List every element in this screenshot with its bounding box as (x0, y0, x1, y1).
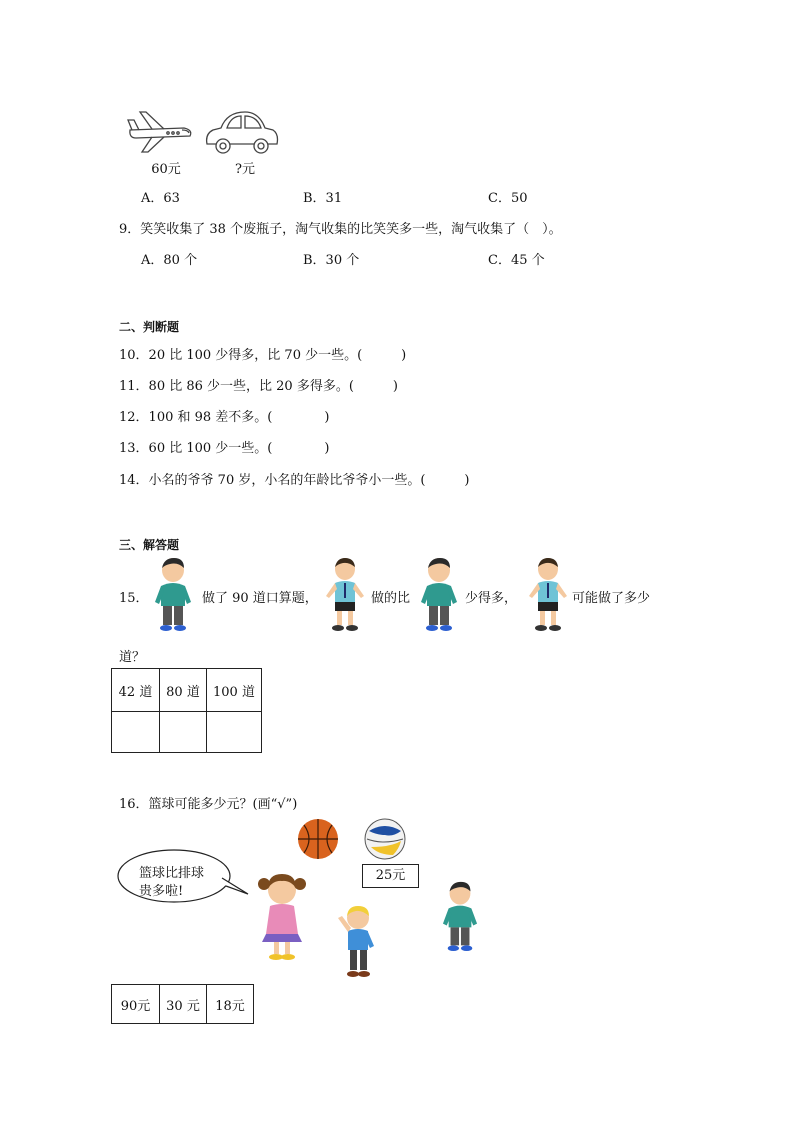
q16-choice-18[interactable]: 18元 (207, 985, 254, 1024)
section3-heading: 三、解答题 (119, 538, 180, 552)
q11-text: 11．80 比 86 少一些，比 20 多得多。( ) (119, 379, 398, 394)
q9-option-c[interactable]: C．45 个 (488, 253, 545, 268)
q10-text: 10．20 比 100 少得多，比 70 少一些。( ) (119, 348, 407, 363)
q14-text: 14．小名的爷爷 70 岁，小名的年龄比爷爷小一些。( ) (119, 473, 470, 488)
q9-text: 9．笑笑收集了 38 个废瓶子，淘气收集的比笑笑多一些，淘气收集了（ ）。 (119, 222, 562, 237)
airplane-image (126, 108, 196, 158)
bubble-line-1: 篮球比排球 (139, 866, 205, 881)
volleyball-price-box: 25元 (362, 864, 419, 888)
boy-b-image-2 (526, 556, 570, 632)
section2-heading: 二、判断题 (119, 320, 180, 334)
blond-boy-image (334, 904, 380, 980)
q15-part4: 可能做了多少 (572, 591, 651, 606)
q15-continuation: 道？ (119, 650, 146, 665)
q16-text: 16．篮球可能多少元？(画“√”) (119, 797, 298, 812)
boy-b-image (323, 556, 367, 632)
q8-option-a[interactable]: A．63 (141, 191, 180, 206)
q16-answer-table (111, 984, 254, 1024)
q15-choice-100: 100 道 (207, 669, 262, 712)
volleyball-image (363, 817, 407, 861)
q9-option-a[interactable]: A．80 个 (141, 253, 198, 268)
q16-choice-90[interactable]: 90元 (112, 985, 160, 1024)
q15-choice-42: 42 道 (112, 669, 160, 712)
bubble-line-2: 贵多啦! (139, 884, 184, 899)
basketball-image (296, 817, 340, 861)
q8-option-b[interactable]: B．31 (303, 191, 343, 206)
q15-answer-cell-80[interactable] (160, 712, 207, 753)
girl-image (254, 870, 310, 962)
q15-answer-cell-42[interactable] (112, 712, 160, 753)
q15-answer-cell-100[interactable] (207, 712, 262, 753)
car-price-caption: ?元 (235, 162, 255, 177)
q15-answer-table (111, 668, 262, 753)
boy-a-image-3 (440, 880, 480, 952)
airplane-price-caption: 60元 (151, 162, 181, 177)
q15-part3: 少得多， (465, 591, 518, 606)
car-image (203, 106, 281, 158)
q13-text: 13．60 比 100 少一些。( ) (119, 441, 330, 456)
q15-part2: 做的比 (371, 591, 411, 606)
q12-text: 12．100 和 98 差不多。( ) (119, 410, 330, 425)
q15-part1: 做了 90 道口算题， (202, 591, 318, 606)
q15-number: 15． (119, 591, 149, 606)
boy-a-image-2 (418, 556, 460, 632)
q9-option-b[interactable]: B．30 个 (303, 253, 360, 268)
q15-choice-80: 80 道 (160, 669, 207, 712)
q8-option-c[interactable]: C．50 (488, 191, 528, 206)
q16-choice-30[interactable]: 30 元 (160, 985, 207, 1024)
boy-a-image (152, 556, 194, 632)
